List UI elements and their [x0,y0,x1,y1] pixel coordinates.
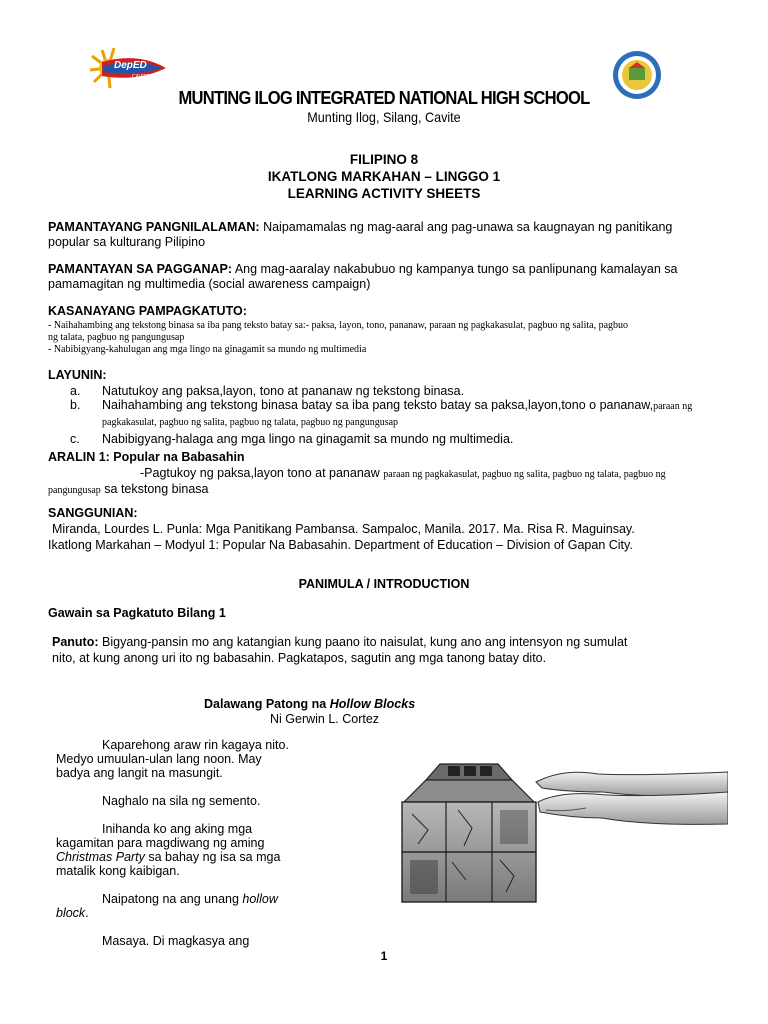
story-author: Ni Gerwin L. Cortez [270,712,380,726]
content-standard-label: PAMANTAYANG PANGNILALAMAN: [48,220,260,234]
content-standard-text: Naipamamalas ng mag-aaral ang pag-unawa sa kaugnayan ng panitikang [263,220,673,234]
lesson-text-cont: sa tekstong binasa [104,482,209,496]
objective-text: Natutukoy ang paksa,layon, tono at pananaw ng tekstong binasa. [102,384,465,398]
directions-text: Bigyang-pansin mo ang katangian kung paano ito naisulat, kung ano ang intensyon ng sumulat [102,635,628,649]
story-title-plain: Dalawang Patong na [204,697,330,711]
objective-text-small: paraan ng [653,401,693,412]
story-line: kagamitan para magdiwang ng aming [56,836,265,850]
school-name: MUNTING ILOG INTEGRATED NATIONAL HIGH SCHOOL [178,88,590,108]
deped-logo-subtext: CAVITE [132,74,150,80]
story-line: Naghalo na sila ng semento. [102,794,261,808]
page-number: 1 [380,949,388,963]
objective-marker: c. [70,432,80,446]
story-line: Kaparehong araw rin kagaya nito. [102,738,289,752]
deped-logo [88,46,170,90]
objective-text: Nabibigyang-halaga ang mga lingo na ginagamit sa mundo ng multimedia. [102,432,514,446]
directions-text-cont: nito, at kung anong uri ito ng babasahin. Pagkatapos, sagutin ang mga tanong batay dito. [52,651,547,665]
objective-item [48,398,728,430]
competency-label: KASANAYANG PAMPAGKATUTO: [48,304,247,318]
story-line-italic: block [56,906,86,920]
objective-text-cont: pagkakasulat, pagbuo ng salita, pagbuo ng talata, pagbuo ng pangungusap [102,417,399,428]
competency-line: - Naihahambing ang tekstong binasa sa iba pang teksto batay sa:- paksa, layon, tono, pananaw, paraan ng pagkakasulat, pagbuo ng salita, pagbuo [48,320,629,331]
references [48,521,748,553]
content-standard [48,220,738,250]
document-title: LEARNING ACTIVITY SHEETS [287,186,481,201]
directions-label: Panuto: [52,635,99,649]
references-label: SANGGUNIAN: [48,506,138,520]
performance-standard-text-cont: pamamagitan ng multimedia (social awareness campaign) [48,277,371,291]
story-line: . [85,906,89,920]
story-line: Masaya. Di magkasya ang [102,934,250,948]
reference-line: Miranda, Lourdes L. Punla: Mga Panitikang Pambansa. Sampaloc, Manila. 2017. Ma. Risa R. Maguinsay. [52,522,635,536]
subject-title: FILIPINO 8 [349,152,419,167]
lesson-text: -Pagtukoy ng paksa,layon tono at pananaw [140,466,380,480]
story-line: Medyo umuulan-ulan lang noon. May [56,752,262,766]
competency-line: ng talata, pagbuo ng pangungusap [48,332,185,343]
story-line: Inihanda ko ang aking mga [102,822,253,836]
story-line-italic: hollow [242,892,278,906]
story-line: sa bahay ng isa sa mga [144,850,281,864]
activity-title: Gawain sa Pagkatuto Bilang 1 [48,606,226,620]
story-line: matalik kong kaibigan. [56,864,180,878]
story-title-italic: Hollow Blocks [329,697,416,711]
lesson-text-small-cont: pangungusap [48,485,101,496]
competency-line: - Nabibigyang-kahulugan ang mga lingo na ginagamit sa mundo ng multimedia [48,344,367,355]
lesson-text-small: paraan ng pagkakasulat, pagbuo ng salita, pagbuo ng talata, pagbuo ng [383,469,666,480]
objective-item [48,432,728,446]
story-body [56,738,316,948]
lesson-label: ARALIN 1: Popular na Babasahin [48,450,245,464]
deped-logo-text: DepED [114,60,147,71]
performance-standard [48,262,738,292]
performance-standard-text: Ang mag-aaralay nakabubuo ng kampanya tungo sa panlipunang kamalayan sa [234,262,678,276]
objective-text: Naihahambing ang tekstong binasa batay sa iba pang teksto batay sa paksa,layon,tono o pananaw, [102,398,654,412]
objective-marker: a. [70,384,81,398]
performance-standard-label: PAMANTAYAN SA PAGGANAP: [48,262,233,276]
story-title [204,697,415,712]
introduction-heading: PANIMULA / INTRODUCTION [298,577,470,591]
directions [52,634,742,666]
content-standard-text-cont: popular sa kulturang Pilipino [48,235,206,249]
lesson-description [48,466,728,498]
quarter-week-title: IKATLONG MARKAHAN – LINGGO 1 [267,169,501,184]
competency-list [48,320,738,356]
objective-item [48,384,728,398]
story-line-italic: Christmas Party [56,850,145,864]
objectives-list [48,384,728,446]
story-line: badya ang langit na masungit. [56,766,223,780]
story-line: Naipatong na ang unang [102,892,243,906]
school-address: Munting Ilog, Silang, Cavite [307,109,461,125]
objective-marker: b. [70,398,81,412]
hollow-blocks-illustration [388,752,728,912]
reference-line: Ikatlong Markahan – Modyul 1: Popular Na Babasahin. Department of Education – Division of Gapan City. [48,538,633,552]
objectives-label: LAYUNIN: [48,368,107,382]
